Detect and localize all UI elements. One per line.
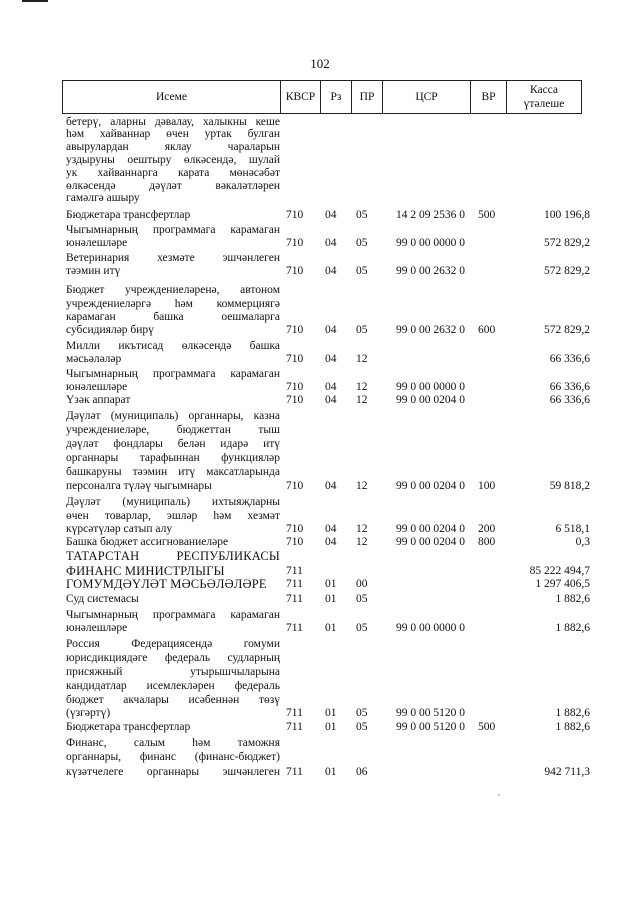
cell-vr: 100 — [478, 480, 496, 492]
cell-name: күзәтчелеге органнары эшчәнлеген — [66, 766, 280, 778]
table-row — [0, 578, 640, 594]
cell-name: Башка бюджет ассигнованиеләре — [66, 536, 229, 548]
cell-name: органнары, финанс (финанс-бюджет) — [66, 751, 280, 763]
cell-csr: 99 0 00 0204 0 — [396, 394, 465, 406]
cell-name: дәүләт фондлары белән идарә итү — [66, 438, 280, 450]
table-row — [0, 751, 640, 767]
cell-csr: 99 0 00 5120 0 — [396, 707, 465, 719]
header-kvsr: КВСР — [281, 81, 321, 113]
cell-rz: 04 — [325, 536, 337, 548]
cell-pr: 05 — [356, 707, 368, 719]
cell-name: Чыгымнарның программага карамаган — [66, 224, 280, 236]
cell-sum: 0,3 — [575, 536, 590, 548]
cell-name: Дәүләт (муниципаль) органнары, казна — [66, 410, 280, 422]
cell-sum: 1 882,6 — [555, 707, 590, 719]
cell-name: учреждениеләргә һәм коммерциягә — [66, 298, 280, 310]
cell-sum: 85 222 494,7 — [529, 565, 590, 577]
cell-kvsr: 710 — [286, 480, 304, 492]
cell-name: Бюджет учреждениеләренә, автоном — [66, 284, 280, 296]
cell-csr: 99 0 00 0204 0 — [396, 480, 465, 492]
header-rz: Рз — [321, 81, 352, 113]
header-sum-line2: үтәлеше — [523, 98, 565, 110]
cell-name: бюджет акчалары исәбеннән төзү — [66, 694, 280, 706]
table-row — [0, 209, 640, 225]
cell-name: башкаруны тәэмин итү максатларында — [66, 466, 280, 478]
table-row — [0, 394, 640, 410]
cell-name: авырулардан яклау чараларын — [66, 141, 280, 153]
cell-pr: 12 — [356, 480, 368, 492]
header-csr: ЦСР — [383, 81, 471, 113]
cell-sum: 1 882,6 — [555, 622, 590, 634]
cell-name: субсидияләр бирү — [66, 324, 154, 336]
cell-name: күрсәтүләр сатып алу — [66, 523, 173, 535]
cell-pr: 12 — [356, 394, 368, 406]
cell-csr: 99 0 00 0000 0 — [396, 237, 465, 249]
cell-kvsr: 710 — [286, 381, 304, 393]
cell-kvsr: 711 — [286, 766, 303, 778]
cell-csr: 99 0 00 0000 0 — [396, 381, 465, 393]
cell-sum: 66 336,6 — [549, 353, 590, 365]
cell-vr: 200 — [478, 523, 496, 535]
cell-sum: 1 882,6 — [555, 593, 590, 605]
cell-name: юнәлешләре — [66, 237, 128, 249]
cell-pr: 05 — [356, 324, 368, 336]
cell-sum: 572 829,2 — [544, 324, 590, 336]
header-sum — [507, 81, 581, 113]
cell-kvsr: 710 — [286, 523, 304, 535]
page-number: 102 — [310, 56, 330, 71]
cell-csr: 99 0 00 0204 0 — [396, 523, 465, 535]
cell-csr: 99 0 00 5120 0 — [396, 721, 465, 733]
cell-sum: 66 336,6 — [549, 394, 590, 406]
scan-speck — [498, 794, 500, 796]
cell-name: Чыгымнарның программага карамаган — [66, 368, 280, 380]
cell-rz: 01 — [325, 721, 337, 733]
table-row — [0, 480, 640, 496]
header-sum-line1: Касса — [529, 84, 559, 96]
cell-kvsr: 710 — [286, 209, 304, 221]
table-row — [0, 324, 640, 340]
cell-rz: 01 — [325, 622, 337, 634]
cell-sum: 942 711,3 — [544, 766, 590, 778]
header-name: Исеме — [63, 81, 281, 113]
scan-corner-mark — [22, 0, 48, 2]
header-vr: ВР — [471, 81, 507, 113]
table-header — [62, 80, 582, 114]
cell-rz: 04 — [325, 237, 337, 249]
cell-rz: 01 — [325, 593, 337, 605]
cell-rz: 04 — [325, 394, 337, 406]
cell-sum: 66 336,6 — [549, 381, 590, 393]
cell-rz: 04 — [325, 353, 337, 365]
cell-name: өлкәсендә дәүләт вәкаләтләрен — [66, 180, 280, 192]
cell-name: юнәлешләре — [66, 622, 128, 634]
cell-rz: 04 — [325, 480, 337, 492]
cell-name: уздыруны оештыру өлкәсендә, шулай — [66, 154, 280, 166]
cell-name: учреждениеләре, бюджеттан тыш — [66, 424, 280, 436]
cell-pr: 05 — [356, 593, 368, 605]
table-row — [0, 192, 640, 208]
cell-kvsr: 711 — [286, 565, 303, 577]
cell-pr: 06 — [356, 766, 368, 778]
cell-kvsr: 711 — [286, 622, 303, 634]
cell-rz: 04 — [325, 324, 337, 336]
cell-kvsr: 710 — [286, 536, 304, 548]
table-row — [0, 265, 640, 281]
cell-kvsr: 711 — [286, 593, 303, 605]
cell-csr: 99 0 00 0000 0 — [396, 622, 465, 634]
cell-kvsr: 710 — [286, 353, 304, 365]
cell-name: персоналга түләү чыгымнары — [66, 480, 212, 492]
cell-kvsr: 710 — [286, 324, 304, 336]
cell-name: бетерү, аларны дәвалау, халыкны кеше — [66, 116, 280, 128]
cell-rz: 04 — [325, 523, 337, 535]
cell-vr: 500 — [478, 209, 496, 221]
cell-vr: 500 — [478, 721, 496, 733]
cell-pr: 12 — [356, 536, 368, 548]
cell-name: гамәлгә ашыру — [66, 192, 140, 204]
cell-name: Үзәк аппарат — [66, 394, 131, 406]
cell-pr: 12 — [356, 353, 368, 365]
cell-sum: 572 829,2 — [544, 237, 590, 249]
cell-name: Бюджетара трансфертлар — [66, 209, 191, 221]
cell-rz: 01 — [325, 707, 337, 719]
cell-kvsr: 711 — [286, 578, 303, 590]
cell-pr: 12 — [356, 381, 368, 393]
table-row — [0, 622, 640, 638]
cell-name: ФИНАНС МИНИСТРЛЫГЫ — [66, 564, 225, 578]
cell-name: карамаган башка оешмаларга — [66, 311, 280, 323]
header-pr: ПР — [352, 81, 383, 113]
cell-vr: 800 — [478, 536, 496, 548]
cell-name: һәм хайваннар өчен уртак булган — [66, 128, 280, 140]
cell-pr: 12 — [356, 523, 368, 535]
cell-kvsr: 710 — [286, 394, 304, 406]
cell-name: юнәлешләре — [66, 381, 128, 393]
cell-csr: 99 0 00 2632 0 — [396, 324, 465, 336]
cell-name: Россия Федерациясендә гомуми — [66, 638, 280, 650]
cell-name: ук хайваннарга карата мөнәсәбәт — [66, 167, 280, 179]
cell-name: Суд системасы — [66, 593, 139, 605]
cell-name: Ветеринария хезмәте эшчәнлеген — [66, 252, 280, 264]
cell-sum: 100 196,8 — [544, 209, 590, 221]
cell-csr: 99 0 00 0204 0 — [396, 536, 465, 548]
cell-rz: 04 — [325, 381, 337, 393]
table-row — [0, 766, 640, 782]
cell-pr: 05 — [356, 721, 368, 733]
cell-sum: 1 882,6 — [555, 721, 590, 733]
cell-pr: 00 — [356, 578, 368, 590]
cell-name: (үзгәртү) — [66, 707, 111, 719]
cell-name: өчен товарлар, эшләр һәм хезмәт — [66, 510, 280, 522]
table-row — [0, 237, 640, 253]
cell-name: присяжный утырышчыларына — [66, 666, 280, 678]
cell-rz: 01 — [325, 766, 337, 778]
cell-pr: 05 — [356, 209, 368, 221]
cell-name: ТАТАРСТАН РЕСПУБЛИКАСЫ — [66, 549, 280, 563]
cell-csr: 14 2 09 2536 0 — [396, 209, 465, 221]
table-row — [0, 593, 640, 609]
cell-sum: 572 829,2 — [544, 265, 590, 277]
cell-pr: 05 — [356, 237, 368, 249]
cell-kvsr: 710 — [286, 265, 304, 277]
cell-vr: 600 — [478, 324, 496, 336]
cell-sum: 1 297 406,5 — [535, 578, 590, 590]
cell-rz: 04 — [325, 209, 337, 221]
cell-sum: 59 818,2 — [549, 480, 590, 492]
cell-name: Чыгымнарның программага карамаган — [66, 609, 280, 621]
table-row — [0, 721, 640, 737]
cell-name: тәэмин итү — [66, 265, 121, 277]
cell-pr: 05 — [356, 622, 368, 634]
table-row — [0, 353, 640, 369]
cell-kvsr: 710 — [286, 237, 304, 249]
cell-name: ГОМУМДӘҮЛӘТ МӘСЬӘЛӘЛӘРЕ — [66, 577, 267, 591]
cell-name: юрисдикциядәге федераль судларның — [66, 652, 280, 664]
cell-sum: 6 518,1 — [555, 523, 590, 535]
cell-name: Финанс, салым һәм таможня — [66, 737, 280, 749]
cell-name: Дәүләт (муниципаль) ихтыяҗларны — [66, 496, 280, 508]
cell-csr: 99 0 00 2632 0 — [396, 265, 465, 277]
cell-name: Бюджетара трансфертлар — [66, 721, 191, 733]
cell-kvsr: 711 — [286, 721, 303, 733]
cell-name: Милли икътисад өлкәсендә башка — [66, 340, 280, 352]
cell-rz: 01 — [325, 578, 337, 590]
cell-pr: 05 — [356, 265, 368, 277]
cell-name: мәсьәләләр — [66, 353, 122, 365]
cell-name: органнары тарафыннан функцияләр — [66, 452, 280, 464]
cell-rz: 04 — [325, 265, 337, 277]
cell-kvsr: 711 — [286, 707, 303, 719]
cell-name: кандидатлар исемлекләрен федераль — [66, 680, 280, 692]
